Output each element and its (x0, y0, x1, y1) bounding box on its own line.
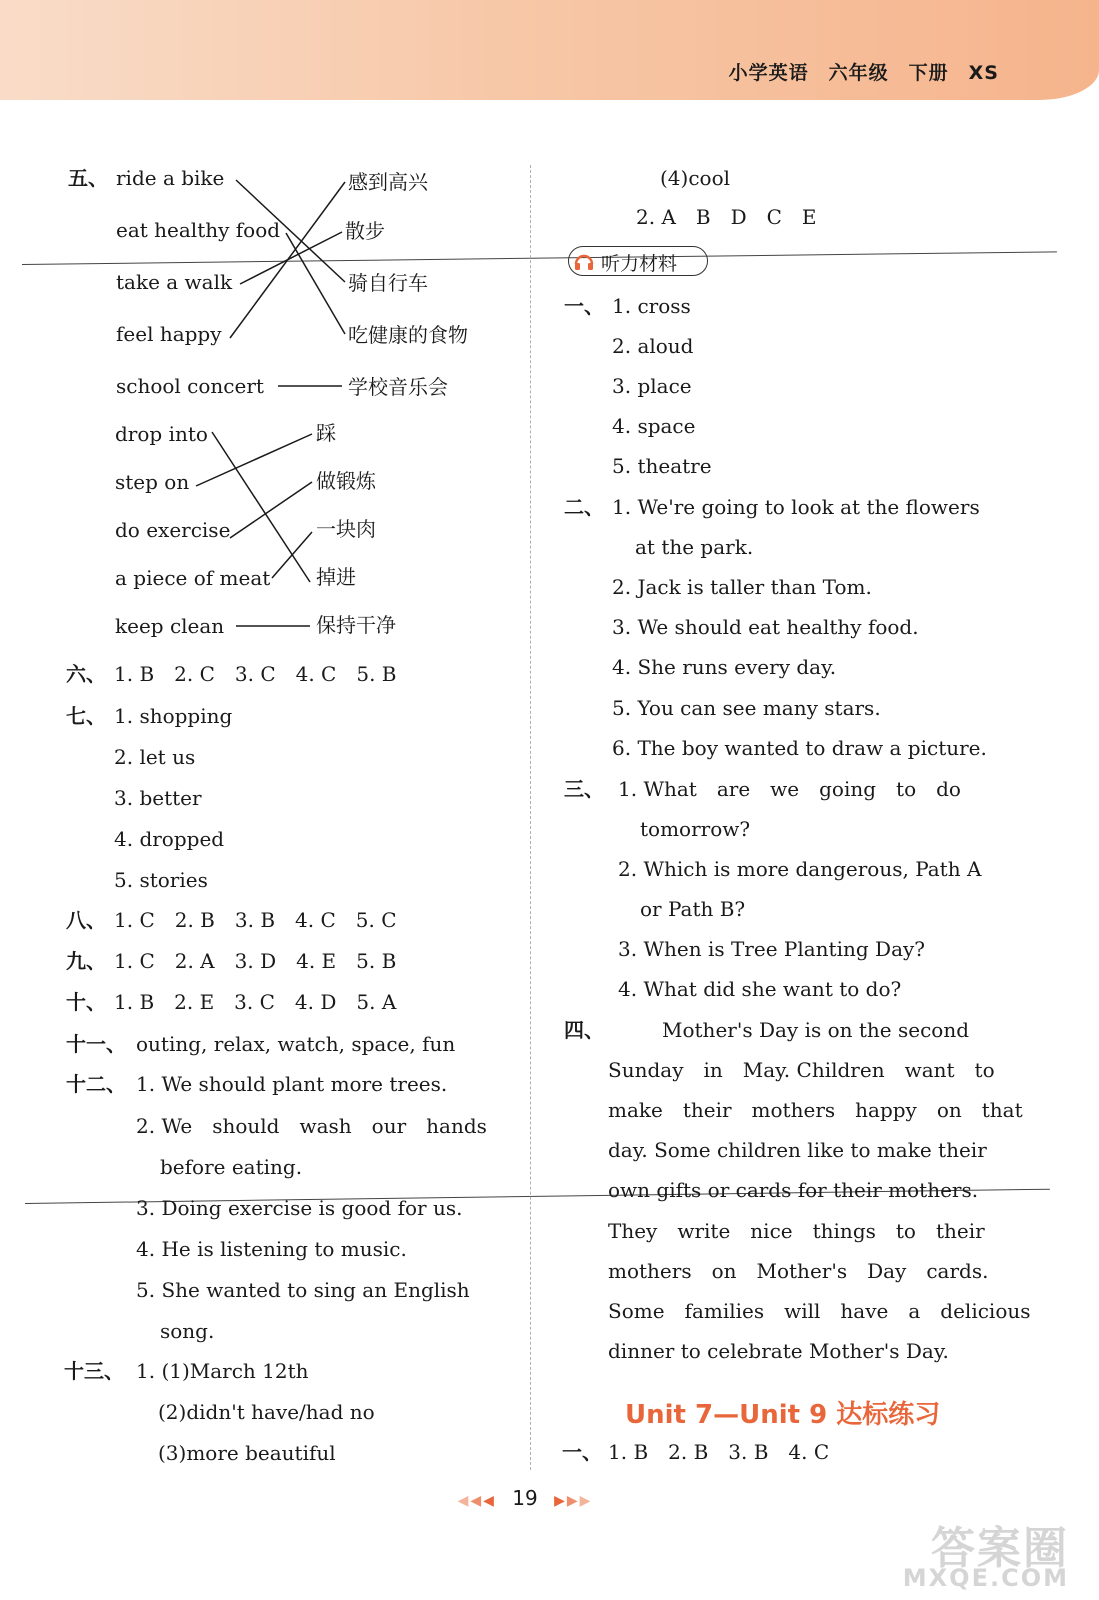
match-zh-5: 学校音乐会 (348, 375, 448, 399)
right-section-1-item-1: 1. cross (612, 294, 691, 318)
section-12-line-3: before eating. (160, 1155, 303, 1179)
section-7-item-5: 5. stories (114, 868, 208, 892)
match-line-step-on (196, 434, 312, 486)
match-line-piece-meat (272, 532, 312, 578)
section-5-number: 五、 (68, 166, 108, 190)
right-section-3-line-2: tomorrow? (640, 817, 751, 841)
right-section-2-line-5: 4. She runs every day. (612, 655, 837, 679)
section-8-number: 八、 (66, 908, 106, 932)
unit-section-1-answers: 1. B 2. B 3. B 4. C (608, 1440, 830, 1464)
right-section-3-line-3: 2. Which is more dangerous, Path A (618, 857, 982, 881)
right-section-1-number: 一、 (564, 294, 604, 318)
match-en-8: do exercise (115, 518, 231, 542)
match-zh-7: 做锻炼 (316, 469, 376, 493)
section-7-item-3: 3. better (114, 786, 202, 810)
section-11-answers: outing, relax, watch, space, fun (136, 1032, 456, 1056)
right-top-line-1: (4)cool (660, 166, 731, 190)
section-10-number: 十、 (66, 990, 106, 1014)
page-number: 19 (512, 1486, 538, 1510)
column-divider (530, 165, 531, 1470)
right-section-3-line-4: or Path B? (640, 897, 746, 921)
section-6-number: 六、 (66, 662, 106, 686)
section-7-item-1: 1. shopping (114, 704, 233, 728)
match-zh-2: 散步 (345, 219, 385, 243)
right-section-4-line-7: mothers on Mother's Day cards. (608, 1259, 989, 1283)
right-section-1-item-2: 2. aloud (612, 334, 694, 358)
section-7-item-2: 2. let us (114, 745, 196, 769)
crease-line-top (22, 251, 1057, 265)
match-line-do-exercise (230, 482, 312, 538)
right-section-1-item-4: 4. space (612, 414, 696, 438)
section-7-number: 七、 (66, 704, 106, 728)
match-zh-1: 感到高兴 (348, 170, 428, 194)
match-en-1: ride a bike (116, 166, 225, 190)
match-zh-3: 骑自行车 (348, 271, 428, 295)
right-section-2-line-4: 3. We should eat healthy food. (612, 615, 919, 639)
right-section-2-line-7: 6. The boy wanted to draw a picture. (612, 736, 987, 760)
section-10-answers: 1. B 2. E 3. C 4. D 5. A (114, 990, 397, 1014)
section-13-line-3: (3)more beautiful (158, 1441, 336, 1465)
match-en-6: drop into (115, 422, 208, 446)
right-section-1-item-5: 5. theatre (612, 454, 712, 478)
site-watermark (899, 1512, 1079, 1592)
right-section-4-line-9: dinner to celebrate Mother's Day. (608, 1339, 949, 1363)
match-en-3: take a walk (116, 270, 233, 294)
watermark-url: MXQE.COM (902, 1564, 1069, 1592)
unit-section-title: Unit 7—Unit 9 达标练习 (625, 1400, 941, 1430)
match-zh-9: 掉进 (316, 565, 356, 589)
right-section-3-line-1: 1. What are we going to do (618, 777, 961, 801)
next-arrows-icon: ▶▶▶ (554, 1493, 593, 1509)
right-section-4-line-1: Mother's Day is on the second (662, 1018, 970, 1042)
section-12-line-6: 5. She wanted to sing an English (136, 1278, 470, 1302)
match-line-drop-into (212, 432, 310, 582)
section-7-item-4: 4. dropped (114, 827, 225, 851)
right-section-4-line-8: Some families will have a delicious (608, 1299, 1031, 1323)
right-section-2-line-6: 5. You can see many stars. (612, 696, 881, 720)
section-11-number: 十一、 (66, 1032, 126, 1056)
match-en-10: keep clean (115, 614, 225, 638)
right-section-2-line-2: at the park. (635, 535, 754, 559)
match-zh-10: 保持干净 (316, 613, 396, 637)
match-en-9: a piece of meat (115, 566, 271, 590)
match-en-2: eat healthy food (116, 218, 281, 242)
right-section-3-line-5: 3. When is Tree Planting Day? (618, 937, 926, 961)
section-12-number: 十二、 (66, 1072, 126, 1096)
match-zh-4: 吃健康的食物 (348, 323, 468, 347)
match-zh-6: 踩 (316, 421, 336, 445)
right-section-4-line-5: own gifts or cards for their mothers. (608, 1178, 979, 1202)
section-13-line-1: 1. (1)March 12th (136, 1359, 309, 1383)
right-section-3-line-6: 4. What did she want to do? (618, 977, 902, 1001)
right-section-4-line-6: They write nice things to their (608, 1219, 985, 1243)
section-13-line-2: (2)didn't have/had no (158, 1400, 375, 1424)
section-12-line-7: song. (160, 1319, 215, 1343)
section-12-line-4: 3. Doing exercise is good for us. (136, 1196, 463, 1220)
match-line-eat-food (286, 233, 345, 334)
right-section-4-line-4: day. Some children like to make their (608, 1138, 987, 1162)
right-section-2-number: 二、 (564, 495, 604, 519)
section-13-number: 十三、 (64, 1359, 124, 1383)
page-number-area (440, 1486, 610, 1510)
section-8-answers: 1. C 2. B 3. B 4. C 5. C (114, 908, 397, 932)
section-12-line-1: 1. We should plant more trees. (136, 1072, 448, 1096)
match-en-4: feel happy (116, 322, 222, 346)
unit-section-1-number: 一、 (562, 1440, 602, 1464)
right-section-4-line-3: make their mothers happy on that (608, 1098, 1023, 1122)
match-en-5: school concert (116, 374, 264, 398)
match-en-7: step on (115, 470, 190, 494)
section-12-line-2: 2. We should wash our hands (136, 1114, 487, 1138)
match-zh-8: 一块肉 (316, 517, 376, 541)
listening-material-label: 听力材料 (601, 253, 678, 275)
headphones-icon (573, 251, 595, 271)
listening-material-badge (568, 246, 708, 276)
right-section-2-line-1: 1. We're going to look at the flowers (612, 495, 980, 519)
section-9-number: 九、 (66, 949, 106, 973)
right-section-3-number: 三、 (564, 777, 604, 801)
right-section-4-number: 四、 (564, 1018, 604, 1042)
section-6-answers: 1. B 2. C 3. C 4. C 5. B (114, 662, 397, 686)
right-top-line-2: 2. A B D C E (636, 205, 817, 229)
section-9-answers: 1. C 2. A 3. D 4. E 5. B (114, 949, 397, 973)
right-section-4-line-2: Sunday in May. Children want to (608, 1058, 995, 1082)
page-header-band (0, 0, 1099, 100)
prev-arrows-icon: ◀◀◀ (457, 1493, 496, 1509)
book-title: 小学英语 六年级 下册 XS (728, 62, 999, 84)
section-12-line-5: 4. He is listening to music. (136, 1237, 407, 1261)
right-section-1-item-3: 3. place (612, 374, 692, 398)
watermark-logo-text: 答案圈 (931, 1523, 1069, 1574)
right-section-2-line-3: 2. Jack is taller than Tom. (612, 575, 872, 599)
